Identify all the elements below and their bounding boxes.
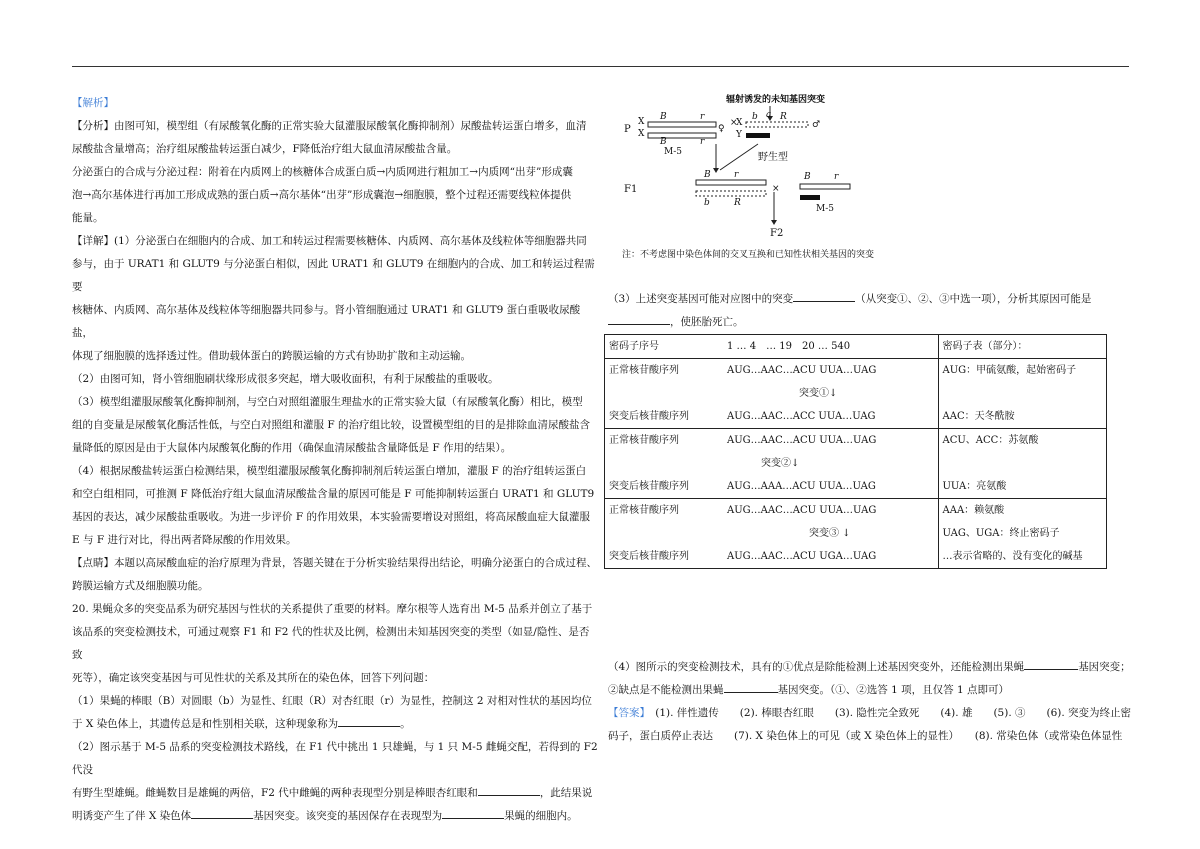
- gene-b-label: b: [704, 198, 710, 208]
- para-line: 泡→高尔基体进行再加工形成成熟的蛋白质→高尔基体“出芽”形成囊泡→细胞膜，整个过程还需要线粒体提供: [72, 189, 572, 201]
- gene-r-label: r: [700, 137, 705, 147]
- question-20-line: 有野生型雄蝇。雌蝇数目是雄蝇的两倍，F2 代中雌蝇的两种表现型分别是棒眼杏红眼和 ，此结果说: [72, 782, 598, 805]
- wild-type-label: 野生型: [758, 152, 788, 163]
- para-line: 基因的表达，减少尿酸盐重吸收。为进一步评价 F 的作用效果，本实验需要增设对照组，将高尿酸血症大鼠灌服: [72, 511, 590, 523]
- para-line: 能量。: [72, 212, 104, 224]
- diagram-title: 辐射诱发的未知基因突变: [726, 95, 826, 105]
- chromosome-bar: [800, 184, 850, 189]
- chromosome-bar: [648, 133, 716, 138]
- para-line: （3）模型组灌服尿酸氧化酶抑制剂，与空白对照组灌服生理盐水的正常实验大鼠（有尿酸氧化酶）相比，模型: [72, 396, 583, 408]
- gene-r-label: r: [734, 170, 739, 180]
- table-row: [605, 499, 1107, 569]
- gene-r-label: r: [834, 172, 839, 182]
- m5-label: M-5: [664, 147, 682, 157]
- table-header-cell: 密码子表（部分）：: [938, 335, 1107, 359]
- gene-a-label: a: [766, 110, 772, 120]
- para-line: 体现了细胞膜的选择透过性。借助载体蛋白的跨膜运输的方式有协助扩散和主动运输。: [72, 350, 471, 362]
- para-line: 参与，由于 URAT1 和 GLUT9 与分泌蛋白相似，因此 URAT1 和 GLUT9 在细胞内的合成、加工和转运过程需要: [72, 258, 595, 293]
- question-4: [608, 656, 1132, 748]
- codon-mutation-table: [604, 334, 1107, 569]
- y-label: Y: [736, 130, 742, 140]
- answer-blank: [338, 715, 400, 727]
- codon-cell: ACU、ACC：苏氨酸 UUA：亮氨酸: [938, 429, 1107, 499]
- chromosome-bar: [746, 122, 808, 127]
- question-20-line: 明诱变产生了伴 X 染色体 基因突变。该突变的基因保存在表现型为 果蝇的细胞内。: [72, 805, 598, 828]
- para-line: E 与 F 进行对比，得出两者降尿酸的作用效果。: [72, 534, 297, 546]
- answer-blank: [724, 681, 778, 693]
- sequence-cell: 正常核苷酸序列 AUG…AAC…ACU UUA…UAG 突变②↓ 突变后核苷酸序列 AUG…AAA…ACU UUA…UAG: [605, 429, 939, 499]
- p-generation-label: P: [624, 124, 631, 135]
- answer-blank: [793, 290, 855, 302]
- gene-R-label: R: [734, 198, 741, 208]
- x-label: X: [736, 118, 743, 128]
- question-20-line: 于 X 染色体上，其遗传总是和性别相关联，这种现象称为 。: [72, 713, 598, 736]
- analysis-tag: 【解析】: [72, 97, 114, 109]
- answer-blank: [478, 784, 540, 796]
- question-20-line: 该品系的突变检测技术，可通过观察 F1 和 F2 代的性状及比例，检测出未知基因突变的类型（如显/隐性、是否致: [72, 626, 590, 661]
- para-line: 和空白组相同，可推测 F 降低治疗组大鼠血清尿酸盐含量的原因可能是 F 可能抑制转运蛋白 URAT1 和 GLUT9: [72, 488, 595, 500]
- gene-B-label: B: [804, 172, 811, 182]
- y-chromosome: [800, 195, 820, 200]
- x-label: X: [638, 129, 645, 139]
- answers-line: 码子，蛋白质停止表达 (7). X 染色体上的可见（或 X 染色体上的显性） (8). 常染色体（或常染色体显性: [608, 730, 1123, 742]
- para-line: 核糖体、内质网、高尔基体及线粒体等细胞器共同参与。肾小管细胞通过 URAT1 和 GLUT9 蛋白重吸收尿酸盐，: [72, 304, 581, 339]
- m5-label: M-5: [816, 204, 834, 214]
- cross-symbol: ×: [730, 118, 738, 128]
- para-line: 跨膜运输方式及细胞膜功能。: [72, 580, 209, 592]
- arrow: [720, 144, 758, 170]
- q4-line: （4）图所示的突变检测技术，具有的①优点是除能检测上述基因突变外，还能检测出果蝇 基因突变；: [608, 656, 1132, 679]
- para-line: 量降低的原因是由于大鼠体内尿酸氧化酶的作用（确保血清尿酸盐含量降低是 F 作用的结果）。: [72, 442, 512, 454]
- male-symbol: ♂: [812, 120, 821, 130]
- question-20-line: 20. 果蝇众多的突变品系为研究基因与性状的关系提供了重要的材料。摩尔根等人选育出 M-5 品系并创立了基于: [72, 603, 593, 615]
- answer-blank: [1024, 658, 1078, 670]
- female-symbol: ♀: [718, 124, 725, 134]
- gene-R-label: R: [780, 112, 787, 122]
- left-column: [72, 92, 598, 828]
- question-20-line: （2）图示基于 M-5 品系的突变检测技术路线，在 F1 代中挑出 1 只雄蝇，与 1 只 M-5 雌蝇交配，若得到的 F2 代没: [72, 741, 598, 776]
- chromosome-bar: [696, 191, 766, 196]
- para-line: 组的自变量是尿酸氧化酶活性低，与空白对照组和灌服 F 的治疗组比较，设置模型组的目的是排除血清尿酸盐含: [72, 419, 590, 431]
- sequence-cell: 正常核苷酸序列 AUG…AAC…ACU UUA…UAG 突变①↓ 突变后核苷酸序列 AUG…AAC…ACC UUA…UAG: [605, 359, 939, 429]
- para-line: 【点睛】本题以高尿酸血症的治疗原理为背景，答题关键在于分析实验结果得出结论，明确分泌蛋白的合成过程、: [72, 557, 597, 569]
- chromosome-bar: [648, 122, 716, 127]
- cross-symbol: ×: [772, 184, 780, 194]
- question-20-line: （1）果蝇的棒眼（B）对圆眼（b）为显性、红眼（R）对杏红眼（r）为显性，控制这 2 对相对性状的基因均位: [72, 695, 592, 707]
- x-label: X: [638, 117, 645, 127]
- q3-line: （3）上述突变基因可能对应图中的突变 （从突变①、②、③中选一项），分析其原因可能是: [608, 288, 1132, 311]
- para-line: 【分析】由图可知，模型组（有尿酸氧化酶的正常实验大鼠灌服尿酸氧化酶抑制剂）尿酸盐转运蛋白增多，血清: [72, 120, 587, 132]
- y-chromosome: [746, 133, 770, 138]
- para-line: （2）由图可知，肾小管细胞刷状缘形成很多突起，增大吸收面积，有利于尿酸盐的重吸收。: [72, 373, 499, 385]
- table-header-row: [605, 335, 1107, 359]
- codon-cell: AUG：甲硫氨酸，起始密码子 AAC：天冬酰胺: [938, 359, 1107, 429]
- para-line: 【详解】(1）分泌蛋白在细胞内的合成、加工和转运过程需要核糖体、内质网、高尔基体及线粒体等细胞器共同: [72, 235, 587, 247]
- question-3: [608, 288, 1132, 334]
- table-row: [605, 429, 1107, 499]
- table-row: [605, 359, 1107, 429]
- arrow-head: [771, 220, 777, 225]
- answer-blank: [442, 807, 504, 819]
- f1-generation-label: F1: [624, 184, 638, 195]
- sequence-cell: 正常核苷酸序列 AUG…AAC…ACU UUA…UAG 突变③ ↓ 突变后核苷酸序列 AUG…AAC…ACU UGA…UAG: [605, 499, 939, 569]
- table-header-cell: 密码子序号 1 … 4 … 19 20 … 540: [605, 335, 939, 359]
- f2-generation-label: F2: [770, 228, 784, 239]
- q4-line: ②缺点是不能检测出果蝇 基因突变。（①、②选答 1 项，且仅答 1 点即可）: [608, 679, 1132, 702]
- gene-r-label: r: [700, 112, 705, 122]
- gene-B-label: B: [660, 112, 667, 122]
- answer-blank: [608, 313, 670, 325]
- gene-B-label: B: [704, 170, 711, 180]
- m5-cross-diagram: [608, 92, 1132, 262]
- para-line: 分泌蛋白的合成与分泌过程：附着在内质网上的核糖体合成蛋白质→内质网进行粗加工→内质网“出芽”形成囊: [72, 166, 573, 178]
- answers-line: 【答案】 (1). 伴性遗传 (2). 棒眼杏红眼 (3). 隐性完全致死 (4). 雄 (5). ③ (6). 突变为终止密: [608, 707, 1132, 719]
- answer-blank: [191, 807, 253, 819]
- arrow-head: [713, 168, 719, 173]
- q3-line: ，使胚胎死亡。: [608, 311, 1132, 334]
- gene-b-label: b: [752, 112, 758, 122]
- para-line: 尿酸盐含量增高；治疗组尿酸盐转运蛋白减少，F降低治疗组大鼠血清尿酸盐含量。: [72, 143, 458, 155]
- question-20-line: 死等），确定该突变基因与可见性状的关系及其所在的染色体，回答下列问题：: [72, 672, 435, 684]
- answer-tag: 【答案】: [608, 707, 645, 719]
- codon-cell: AAA：赖氨酸 UAG、UGA：终止密码子 …表示省略的、没有变化的碱基: [938, 499, 1107, 569]
- diagram-note: 注：不考虑图中染色体间的交叉互换和已知性状相关基因的突变: [622, 250, 875, 260]
- chromosome-diagram: [608, 92, 1132, 262]
- para-line: （4）根据尿酸盐转运蛋白检测结果，模型组灌服尿酸氧化酶抑制剂后转运蛋白增加，灌服 F 的治疗组转运蛋白: [72, 465, 587, 477]
- chromosome-bar: [696, 180, 766, 185]
- gene-B-label: B: [660, 137, 667, 147]
- header-rule: [72, 66, 1129, 67]
